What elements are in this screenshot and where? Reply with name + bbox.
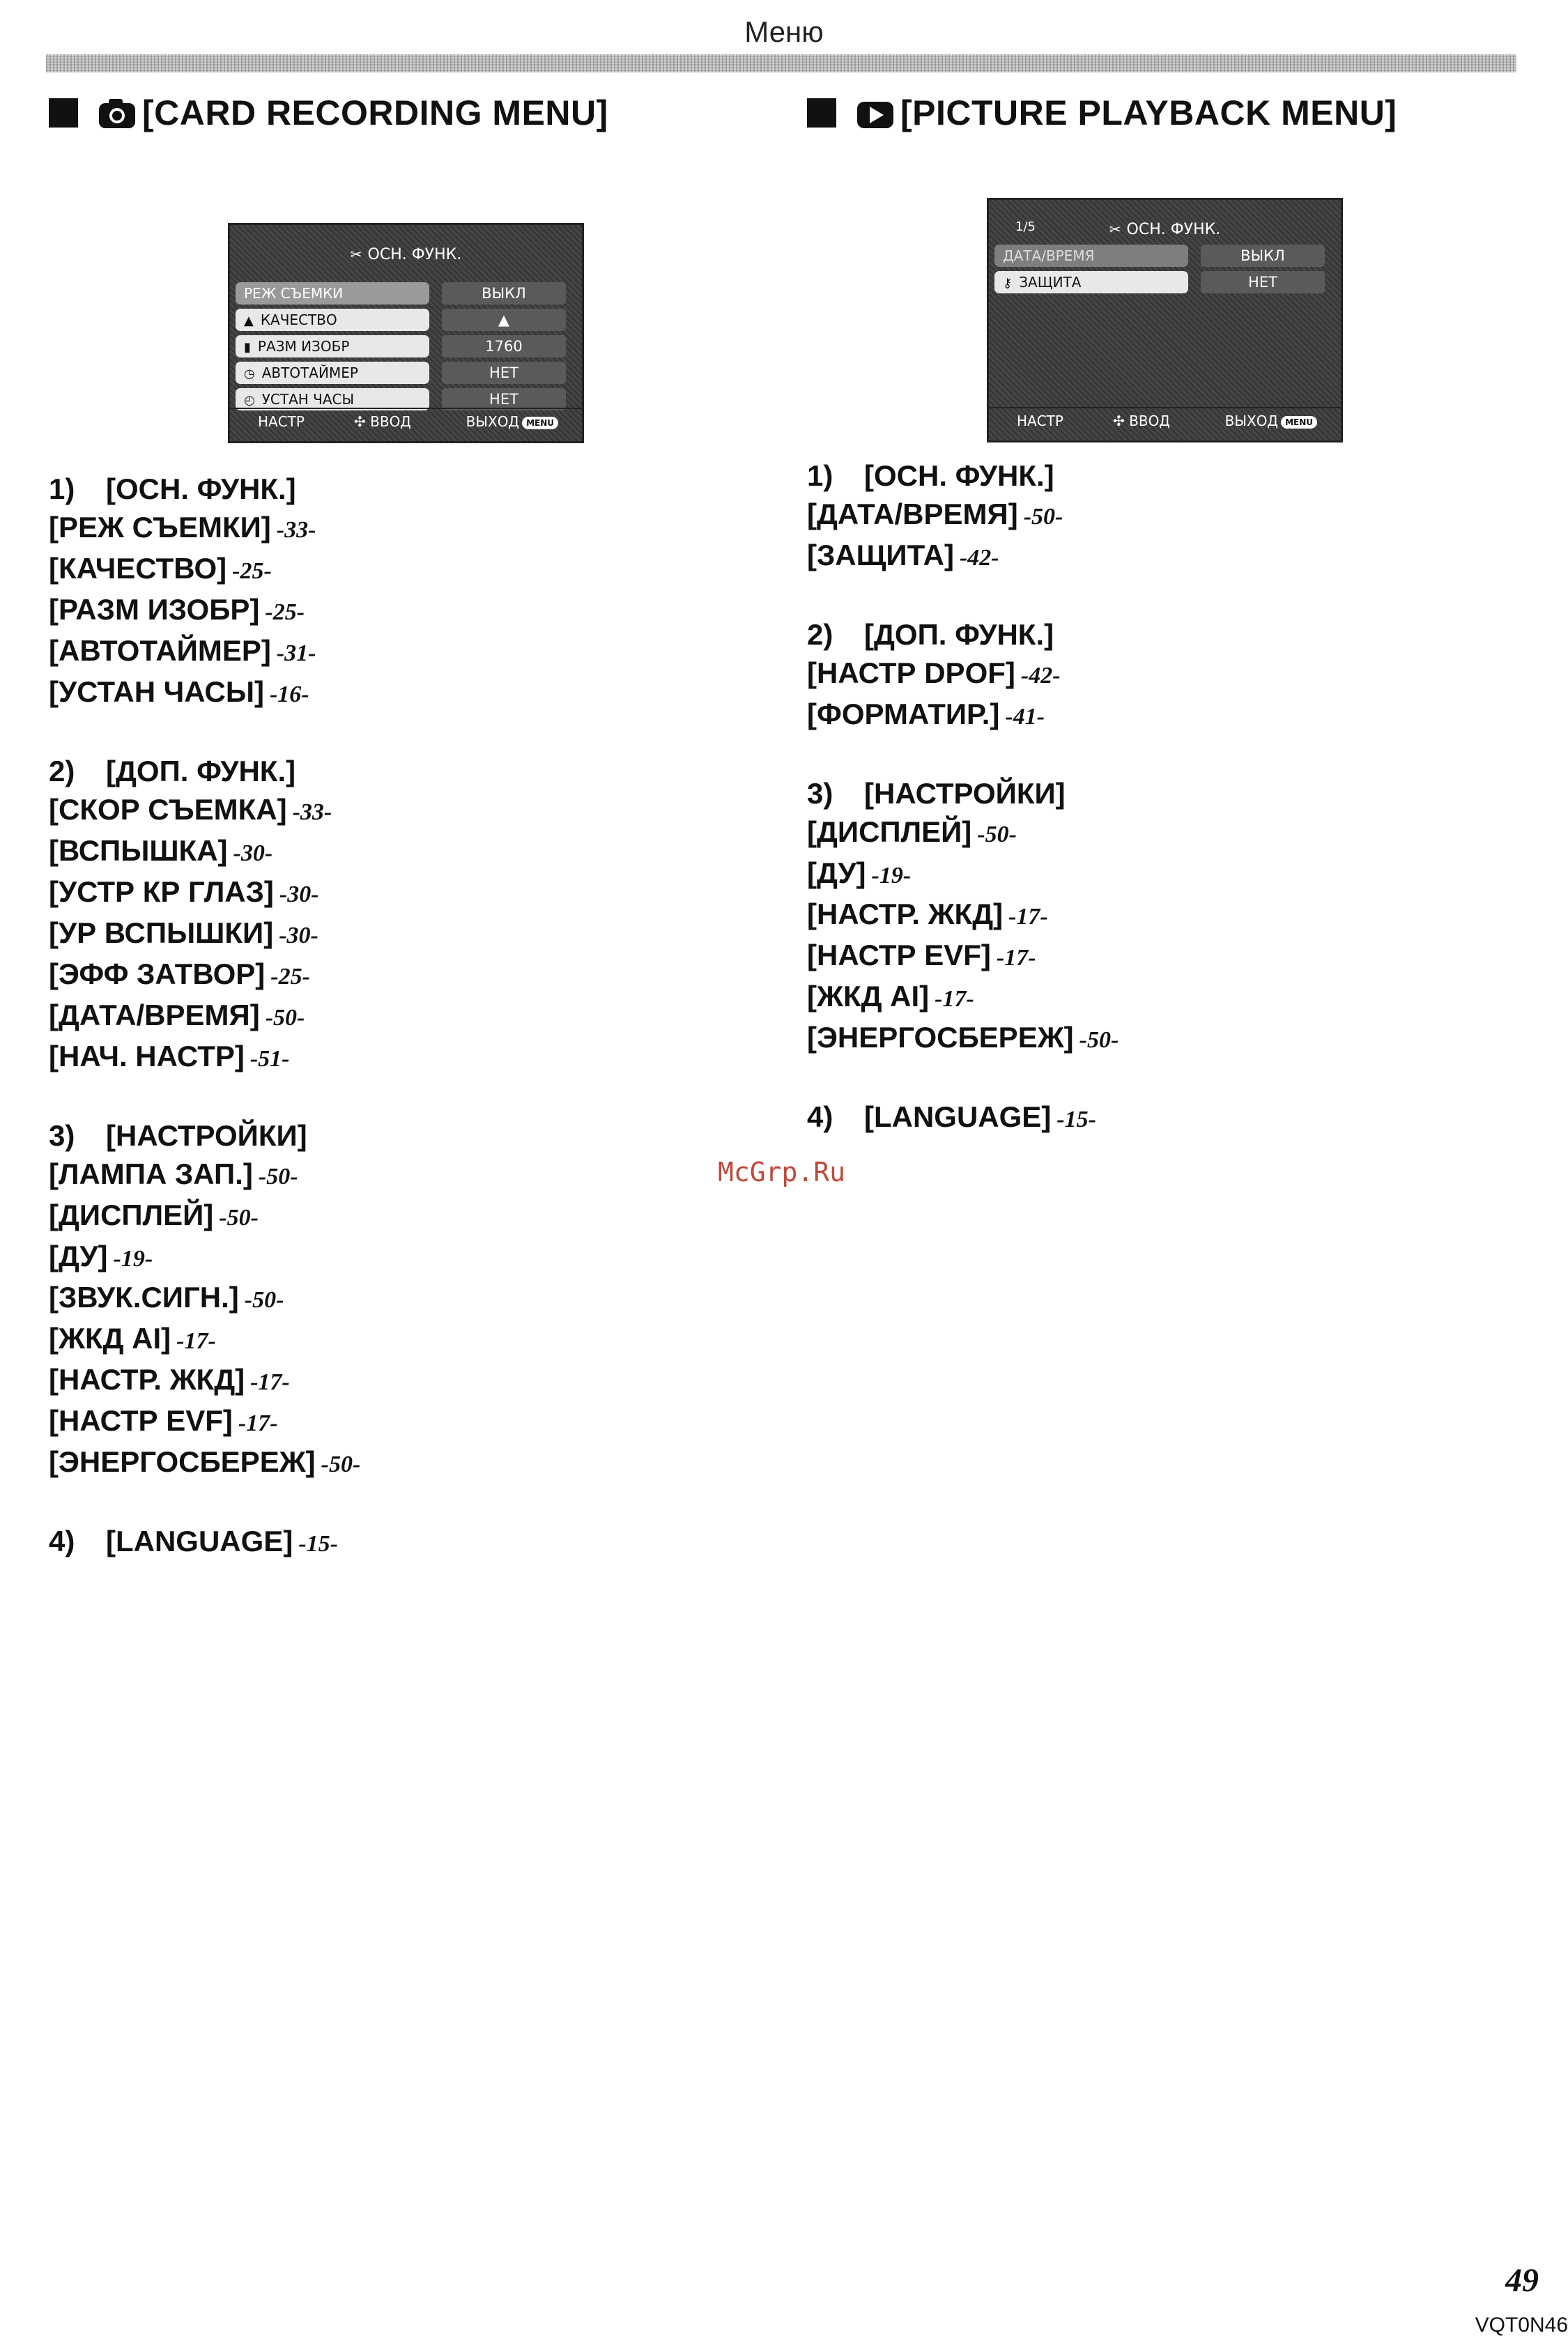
menu-item [49,872,746,914]
menu-group-title: [НАСТРОЙКИ] [864,777,1066,810]
screen-row-text: ДАТА/ВРЕМЯ [1003,247,1095,264]
page-reference: -51- [249,1046,290,1072]
footer-exit-label: ВЫХОД MENU [1225,408,1317,433]
menu-item-label: [РЕЖ СЪЕМКИ] [49,511,271,544]
menu-group-heading [49,470,746,508]
menu-item-label: [НАСТР. ЖКД] [49,1363,245,1396]
section-heading-text: [CARD RECORDING MENU] [142,93,608,132]
size-icon: ▮ [244,340,251,355]
menu-item [49,1155,746,1196]
menu-item-label: [ЭФФ ЗАТВОР] [49,957,266,990]
menu-group-number: 2) [807,618,833,651]
screen-footer [230,408,582,434]
menu-group-number: 4) [49,1525,75,1557]
menu-group-number: 4) [807,1100,833,1133]
menu-item-label: [УСТР КР ГЛАЗ] [49,875,274,908]
section-heading [49,91,746,135]
menu-item [49,955,746,996]
menu-item [49,549,746,590]
menu-item-label: [ЗВУК.СИГН.] [49,1281,239,1314]
menu-item [49,790,746,831]
menu-item-label: [ЖКД AI] [807,980,930,1013]
menu-item [49,590,746,631]
menu-group-heading [49,752,746,790]
menu-group-number: 1) [807,459,833,492]
screen-row-value: НЕТ [1201,271,1325,293]
page-reference: -25- [232,558,272,584]
page-reference: -17- [238,1410,278,1436]
screen-row-label [236,335,429,357]
menu-item-label: [СКОР СЪЕМКА] [49,793,287,826]
page-reference: -25- [265,599,305,625]
page-reference: -50- [244,1287,284,1313]
page-reference: -33- [292,799,332,825]
screen-row-value: ВЫКЛ [1201,245,1325,267]
menu-item [49,914,746,955]
page-reference: -17- [935,986,974,1012]
menu-group-title: [ОСН. ФУНК.] [864,459,1054,492]
menu-group [49,1522,746,1563]
bullet-square-icon [807,98,836,128]
screen-row-label [236,282,429,305]
page-reference: -50- [265,1005,305,1031]
menu-item-label: [ВСПЫШКА] [49,834,228,867]
screen-menu-row [994,245,1332,271]
menu-group [807,456,1504,577]
page-reference: -16- [269,682,309,707]
menu-group-heading [807,774,1504,813]
menu-item [49,1319,746,1360]
lcd-menu-screen [228,223,584,443]
menu-item-label: [НАСТР DPOF] [807,656,1015,689]
menu-item-label: [РАЗМ ИЗОБР] [49,593,260,626]
menu-group [49,470,746,714]
screen-menu-row [236,335,573,362]
play-icon [856,96,895,130]
camera-icon [98,96,137,130]
menu-item [49,996,746,1037]
footer-setup-label: НАСТР [258,413,305,430]
menu-group-heading [807,456,1504,495]
screen-row-text: УСТАН ЧАСЫ [261,391,355,408]
menu-group-title: [ДОП. ФУНК.] [106,755,296,787]
menu-item-label: [НАСТР. ЖКД] [807,898,1004,930]
page-reference: -50- [977,822,1017,847]
scissors-icon: ✂ [350,246,362,263]
menu-item [807,495,1504,536]
menu-group-title: [ОСН. ФУНК.] [106,472,296,505]
menu-group-heading [807,1098,1504,1139]
menu-item [49,1196,746,1237]
key-icon: ⚷ [1003,276,1013,291]
page-reference: -25- [270,964,310,990]
menu-item-label: [НАЧ. НАСТР] [49,1040,245,1072]
page-number: 49 [1505,2262,1539,2299]
page-reference: -17- [1008,904,1048,930]
page-reference: -33- [276,517,316,543]
screen-row-label [994,271,1188,293]
menu-item [49,1037,746,1078]
page-reference: -19- [871,863,912,888]
document-code: VQT0N46 [1475,2314,1568,2337]
section-heading-text: [PICTURE PLAYBACK MENU] [900,93,1397,132]
screen-title: ✂ ОСН. ФУНК. [350,246,462,263]
screen-row-text: КАЧЕСТВО [260,311,337,328]
menu-item-label: [ЗАЩИТА] [807,539,954,571]
menu-item [807,977,1504,1018]
page-reference: -41- [1005,704,1045,730]
menu-item-label: [ЭНЕРГОСБЕРЕЖ] [807,1021,1074,1054]
menu-item [49,672,746,714]
screen-row-label [236,362,429,384]
screen-row-text: РЕЖ СЪЕМКИ [244,285,344,302]
scissors-icon: ✂ [1109,221,1121,238]
menu-item [807,895,1504,936]
menu-group [807,774,1504,1059]
clock-icon: ◴ [244,393,255,408]
menu-button-icon: MENU [1281,416,1317,429]
menu-item [49,1442,746,1484]
footer-enter-label: ✣ ВВОД [1113,413,1170,429]
screen-row-value: ВЫКЛ [442,282,566,305]
screen-row-value: 1760 [442,335,566,357]
footer-enter-label: ✣ ВВОД [354,413,411,430]
page-reference: -42- [959,545,999,571]
page-reference: -50- [1023,504,1063,530]
page-reference: -19- [113,1246,153,1272]
menu-item [807,936,1504,977]
screen-row-label [994,245,1188,267]
menu-item [807,654,1504,695]
menu-item [49,508,746,549]
menu-item-label: [ЖКД AI] [49,1322,171,1355]
page-reference: -30- [233,840,273,866]
menu-item [49,1237,746,1278]
menu-group-heading [49,1522,746,1563]
quality-icon: ▲ [244,314,254,328]
menu-item-label: [ДУ] [807,856,866,889]
page-reference: -15- [1056,1107,1096,1132]
menu-structure-list [807,456,1504,1139]
joystick-icon: ✣ [354,413,371,430]
menu-group [49,752,746,1078]
menu-item-label: [УСТАН ЧАСЫ] [49,675,264,708]
menu-group [49,1116,746,1484]
screen-row-text: ЗАЩИТА [1019,274,1082,291]
menu-item [807,854,1504,895]
screen-row-text: РАЗМ ИЗОБР [257,338,350,355]
menu-item [807,536,1504,577]
menu-item-label: [АВТОТАЙМЕР] [49,634,271,667]
screen-row-text: АВТОТАЙМЕР [261,364,358,381]
page-reference: -31- [276,640,316,666]
watermark-text: McGrp.Ru [718,1157,846,1187]
page-reference: -50- [321,1452,361,1477]
card-recording-menu-section [49,91,746,1601]
page-reference: -50- [258,1164,298,1190]
menu-item-label: [ДАТА/ВРЕМЯ] [807,498,1018,530]
menu-item-label: [УР ВСПЫШКИ] [49,916,274,949]
menu-group-number: 1) [49,472,75,505]
menu-item-label: [ЭНЕРГОСБЕРЕЖ] [49,1445,316,1478]
screen-row-label [236,309,429,331]
page-reference: -17- [250,1369,290,1395]
menu-item-label: [ДИСПЛЕЙ] [49,1199,214,1231]
menu-group-heading [807,615,1504,654]
page-reference: -50- [219,1205,259,1231]
screen-corner-indicator: 1/5 [1015,220,1036,234]
page-reference: -42- [1020,663,1061,688]
timer-icon: ◷ [244,367,255,381]
menu-item [49,1401,746,1442]
bullet-square-icon [49,98,78,128]
menu-group [807,1098,1504,1139]
footer-exit-label: ВЫХОД MENU [466,409,558,434]
menu-group-number: 3) [807,777,833,810]
page-reference: -50- [1079,1027,1119,1053]
screen-footer [989,407,1341,433]
menu-group [807,615,1504,736]
header-band [46,54,1516,72]
menu-group-title: [LANGUAGE] [106,1525,293,1557]
page-reference: -15- [298,1531,338,1557]
menu-group-title: [LANGUAGE] [864,1100,1052,1133]
menu-item-label: [ФОРМАТИР.] [807,698,1000,730]
menu-group-number: 3) [49,1119,75,1152]
picture-playback-menu-section [807,91,1504,1177]
menu-item-label: [НАСТР EVF] [49,1404,233,1437]
menu-item-label: [ЛАМПА ЗАП.] [49,1157,253,1190]
menu-item-label: [ДУ] [49,1240,108,1272]
joystick-icon: ✣ [1113,413,1130,429]
menu-group-title: [НАСТРОЙКИ] [106,1119,307,1152]
menu-group-heading [49,1116,746,1155]
page-reference: -30- [279,923,318,948]
page-reference: -30- [279,882,319,907]
menu-item [49,831,746,872]
menu-structure-list [49,470,746,1563]
footer-setup-label: НАСТР [1017,413,1063,429]
page-reference: -17- [176,1328,216,1354]
screen-row-value: ▲ [442,309,566,331]
menu-item-label: [ДАТА/ВРЕМЯ] [49,999,260,1031]
menu-item [49,631,746,672]
menu-item [807,813,1504,854]
page-header-title: Меню [744,15,824,48]
menu-button-icon: MENU [522,417,558,429]
screen-menu-row [994,271,1332,298]
screen-menu-row [236,362,573,388]
section-heading [807,91,1504,135]
screen-row-value: НЕТ [442,362,566,384]
menu-group-title: [ДОП. ФУНК.] [864,618,1054,651]
menu-item-label: [ДИСПЛЕЙ] [807,815,972,848]
menu-item [807,695,1504,736]
screen-row-value: НЕТ [442,388,566,410]
screen-menu-row [236,309,573,335]
page-reference: -17- [996,945,1036,971]
menu-item [49,1278,746,1319]
menu-item [807,1018,1504,1059]
menu-group-number: 2) [49,755,75,787]
menu-item-label: [НАСТР EVF] [807,939,991,971]
screen-title: ✂ ОСН. ФУНК. [1109,221,1221,238]
menu-item-label: [КАЧЕСТВО] [49,552,227,585]
menu-item [49,1360,746,1401]
lcd-menu-screen [987,198,1343,443]
screen-menu-row [236,282,573,309]
